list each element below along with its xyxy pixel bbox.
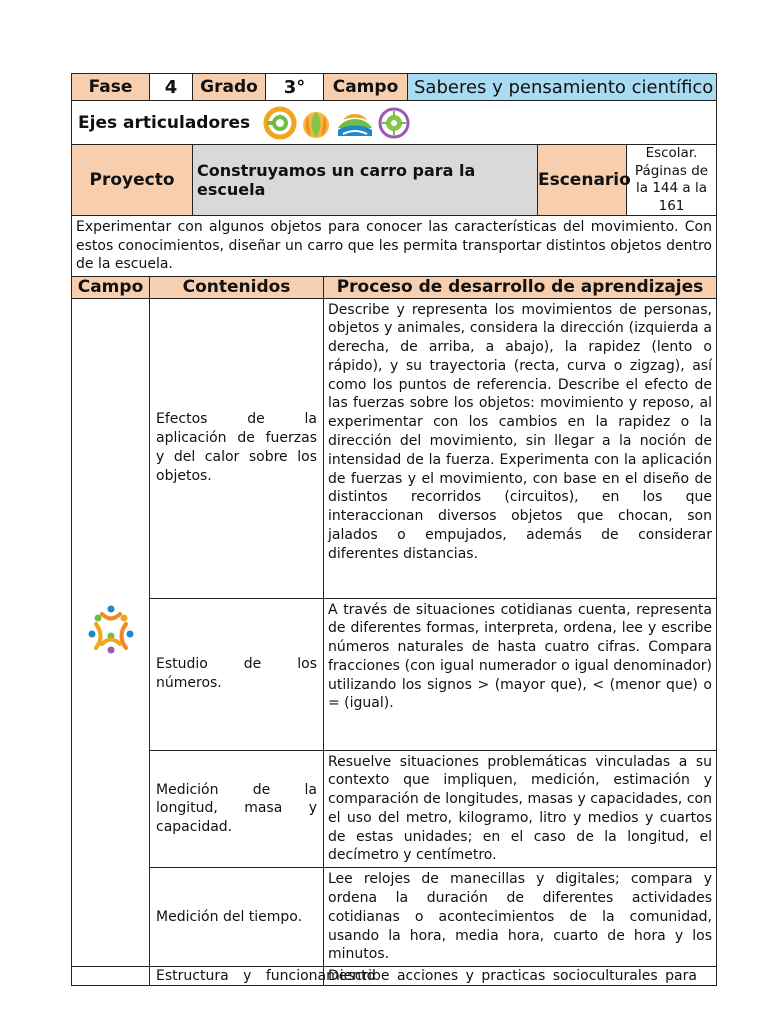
proceso-cell: Describe y representa los movimientos de personas, objetos y animales, considera la dirección (izquierda a derecha, de arriba, a abajo), la rapidez (lento o rápido), y su trayectoria (recta, curva o zigzag), así como los puntos de referencia. Describe el efecto de las fuerzas sobre los objetos: movimiento y reposo, al experimentar con los cambios en la rapidez o la dirección del movimiento, sin llegar a la noción de intensidad de la fuerza. Experimenta con la aplicación de fuerzas y el movimiento, con base en el diseño de distintos recorridos (circuitos), en los que interaccionan diversos objetos que chocan, son jalados o empujados, además de considerar diferentes distancias. — [324, 298, 717, 598]
contenido-cell: Efectos de la aplicación de fuerzas y del calor sobre los objetos. — [150, 298, 324, 598]
col-proceso: Proceso de desarrollo de aprendizajes — [324, 276, 717, 298]
planning-table — [71, 73, 717, 986]
escenario-label: Escenario — [538, 145, 627, 216]
table-row — [72, 598, 717, 750]
table-row — [72, 298, 717, 598]
campo-label: Campo — [324, 74, 408, 101]
proceso-cell: Describe acciones y practicas socioculturales para — [324, 967, 717, 986]
contenido-cell: Medición de la longitud, masa y capacidad. — [150, 750, 324, 868]
table-row — [72, 967, 717, 986]
proceso-cell: Resuelve situaciones problemáticas vinculadas a su contexto que impliquen, medición, estimación y comparación de longitudes, masas y capacidades, con el uso del metro, kilogramo, litro y medios y cuartos de estas unidades; en el caso de la longitud, el decímetro y centímetro. — [324, 750, 717, 868]
grado-value: 3° — [266, 74, 324, 101]
proceso-cell: Lee relojes de manecillas y digitales; compara y ordena la duración de diferentes actividades cotidianas o acontecimientos de la comunidad, usando la hora, media hora, cuarto de hora y los minutos. — [324, 868, 717, 967]
campo-icon-cell — [72, 298, 150, 967]
proyecto-title: Construyamos un carro para la escuela — [193, 145, 538, 216]
ejes-icon-group — [263, 106, 411, 140]
fase-value: 4 — [150, 74, 193, 101]
header-row — [72, 74, 717, 101]
project-description: Experimentar con algunos objetos para conocer las características del movimiento. Con estos conocimientos, diseñar un carro que les permita transportar distintos objetos dentro de la escuela. — [72, 216, 717, 277]
escenario-value: Escolar. Páginas de la 144 a la 161 — [627, 145, 717, 216]
contenido-cell: Estructura y funcionamiento — [150, 967, 324, 986]
table-row — [72, 868, 717, 967]
grado-label: Grado — [193, 74, 266, 101]
pensamiento-critico-icon — [299, 106, 333, 140]
contenido-cell: Medición del tiempo. — [150, 868, 324, 967]
table-row — [72, 750, 717, 868]
ejes-cell — [72, 101, 717, 145]
saberes-pensamiento-cientifico-icon — [88, 604, 134, 656]
interculturalidad-icon — [335, 106, 375, 140]
ejes-label: Ejes articuladores — [78, 112, 251, 133]
proceso-cell: A través de situaciones cotidianas cuenta, representa de diferentes formas, interpreta, ordena, lee y escribe números naturales de hasta cuatro cifras. Compara fracciones (con igual numerador o igual denominador) utilizando los signos > (mayor que), < (menor que) o = (igual). — [324, 598, 717, 750]
campo-value: Saberes y pensamiento científico — [408, 74, 717, 101]
column-header-row — [72, 276, 717, 298]
proyecto-row — [72, 145, 717, 216]
ejes-row — [72, 101, 717, 145]
proyecto-label: Proyecto — [72, 145, 193, 216]
campo-empty-cell — [72, 967, 150, 986]
vida-saludable-icon — [377, 106, 411, 140]
description-row — [72, 216, 717, 277]
col-contenidos: Contenidos — [150, 276, 324, 298]
fase-label: Fase — [72, 74, 150, 101]
contenido-cell: Estudio de los números. — [150, 598, 324, 750]
inclusion-icon — [263, 106, 297, 140]
col-campo: Campo — [72, 276, 150, 298]
